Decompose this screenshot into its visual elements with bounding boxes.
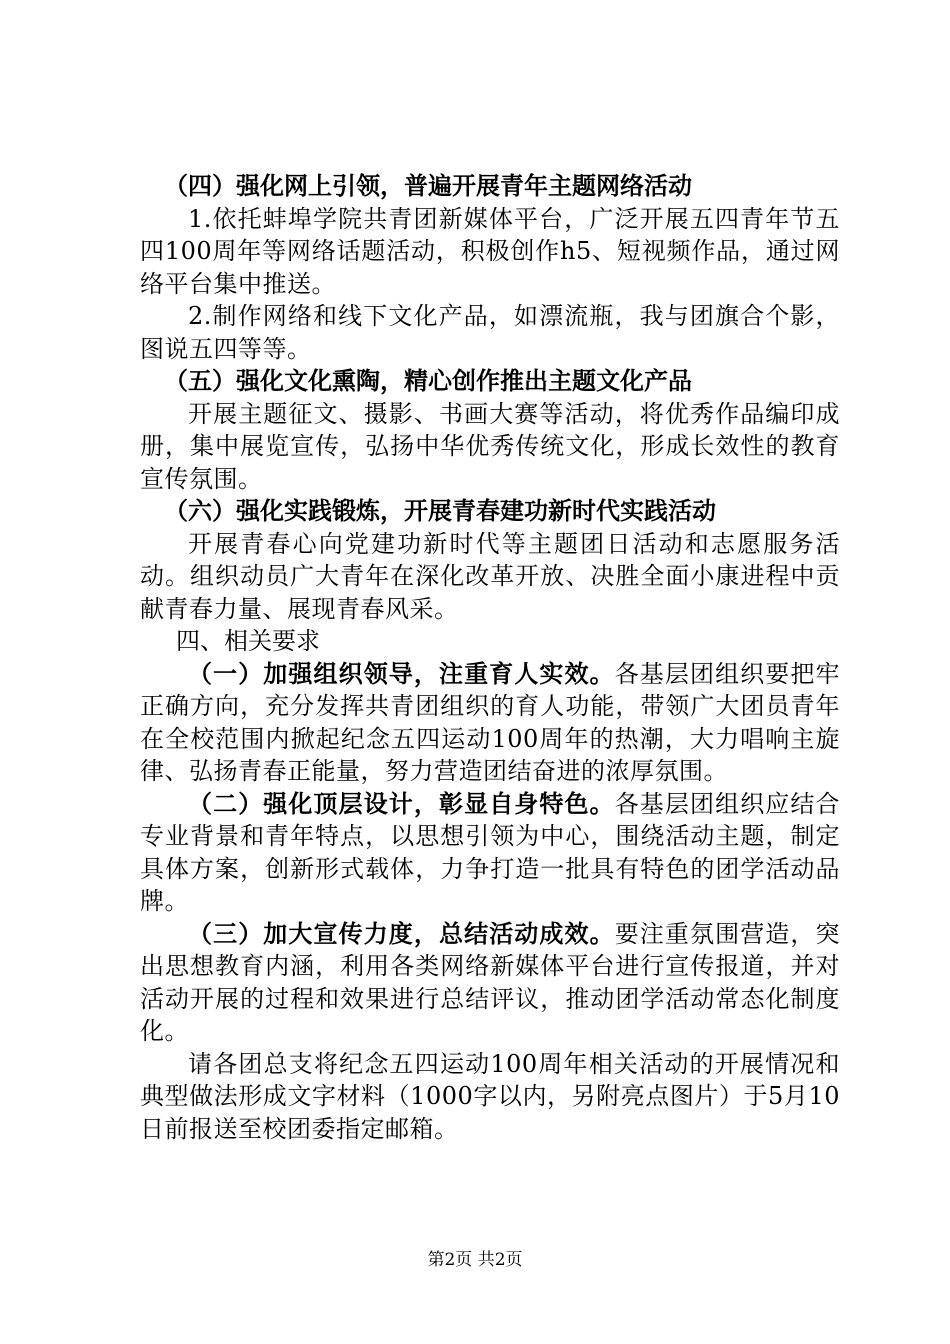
requirement-3-text: 要注重氛围营造，突出思想教育内涵，利用各类网络新媒体平台进行宣传报道，并对活动开展的过程和效果进行总结评议，推动团学活动常态化制度化。 xyxy=(140,919,841,1045)
requirement-2-text: 各基层团组织应结合专业背景和青年特点，以思想引领为中心，围绕活动主题，制定具体方案，创新形式载体，力争打造一批具有特色的团学活动品牌。 xyxy=(140,789,841,915)
requirement-3-title: （三）加大宣传力度，总结活动成效。 xyxy=(188,919,615,948)
paragraph-final: 请各团总支将纪念五四运动100周年相关活动的开展情况和典型做法形成文字材料（1000字以内，另附亮点图片）于5月10日前报送至校团委指定邮箱。 xyxy=(140,1049,840,1143)
requirement-1-title: （一）加强组织领导，注重育人实效。 xyxy=(188,659,615,688)
section-four-title: 四、相关要求 xyxy=(176,627,320,655)
heading-six: （六）强化实践锻炼，开展青春建功新时代实践活动 xyxy=(164,497,716,525)
requirement-3 xyxy=(140,918,840,1048)
requirement-1-text: 各基层团组织要把牢正确方向，充分发挥共青团组织的育人功能，带领广大团员青年在全校范围内掀起纪念五四运动100周年的热潮，大力唱响主旋律、弘扬青春正能量，努力营造团结奋进的浓厚氛围。 xyxy=(140,659,841,785)
requirement-2-title: （二）强化顶层设计，彰显自身特色。 xyxy=(188,789,615,818)
document-body xyxy=(140,170,840,1145)
requirement-1 xyxy=(140,658,840,788)
page-footer: 第2页 共2页 xyxy=(427,1250,523,1270)
paragraph-item-2: 2.制作网络和线下文化产品，如漂流瓶，我与团旗合个影，图说五四等等。 xyxy=(140,302,840,363)
requirement-2 xyxy=(140,788,840,918)
paragraph-item-1: 1.依托蚌埠学院共青团新媒体平台，广泛开展五四青年节五四100周年等网络话题活动，积极创作h5、短视频作品，通过网络平台集中推送。 xyxy=(140,204,840,298)
heading-five: （五）强化文化熏陶，精心创作推出主题文化产品 xyxy=(164,367,692,395)
heading-four: （四）强化网上引领，普遍开展青年主题网络活动 xyxy=(164,172,692,200)
paragraph-practice: 开展青春心向党建功新时代等主题团日活动和志愿服务活动。组织动员广大青年在深化改革开放、决胜全面小康进程中贡献青春力量、展现青春风采。 xyxy=(140,529,840,623)
paragraph-culture: 开展主题征文、摄影、书画大赛等活动，将优秀作品编印成册，集中展览宣传，弘扬中华优秀传统文化，形成长效性的教育宣传氛围。 xyxy=(140,399,840,493)
